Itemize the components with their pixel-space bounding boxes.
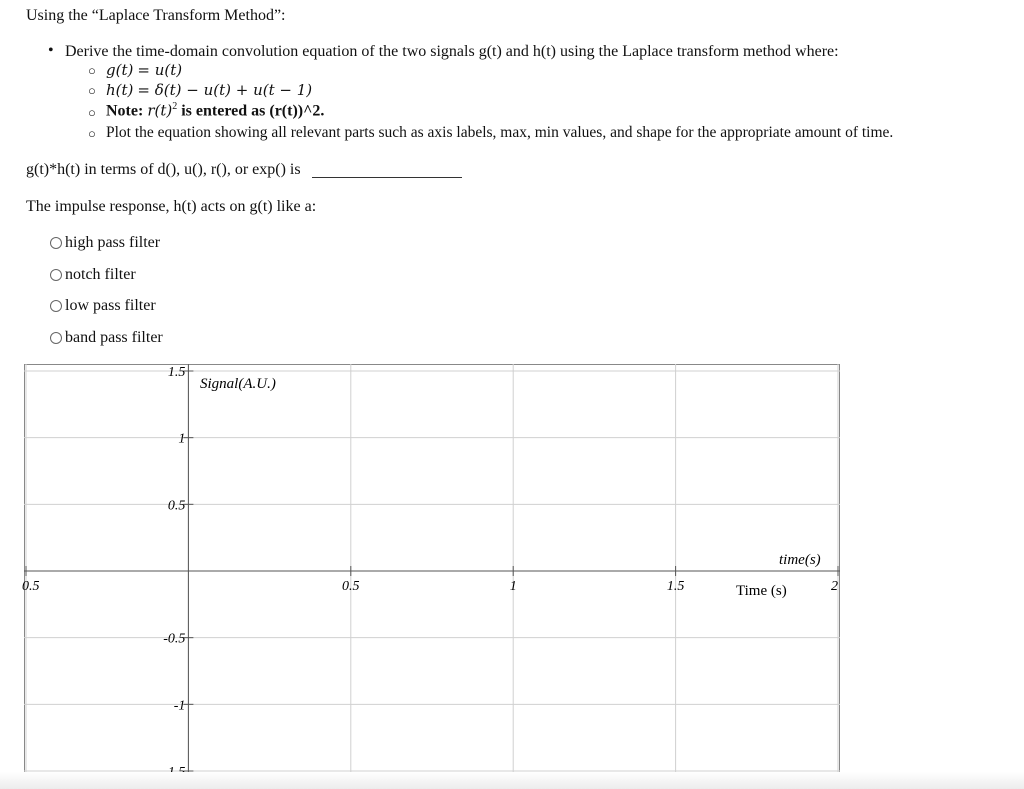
y-tick-label: 0.5 (167, 498, 186, 514)
option-band-pass[interactable] (50, 329, 163, 347)
radio-button[interactable] (50, 237, 62, 249)
option-notch[interactable] (50, 266, 136, 284)
option-label: low pass filter (65, 297, 156, 314)
note-exponent: 2 (172, 101, 178, 112)
note-label: Note: (106, 102, 144, 120)
sub-bullet-marker: ○ (88, 63, 96, 78)
x-tick-label: 1 (509, 579, 517, 594)
x-axis-label-secondary: Time (s) (736, 583, 787, 599)
note-line (106, 101, 324, 120)
radio-button[interactable] (50, 269, 62, 281)
y-tick-label: 1.5 (167, 365, 186, 380)
option-label: notch filter (65, 266, 136, 283)
plot-instruction: Plot the equation showing all relevant parts such as axis labels, max, min values, and shape for the appropriate amount of time. (106, 124, 894, 141)
h-rhs: δ(t) − u(t) + u(t − 1) (154, 81, 313, 99)
g-lhs: g(t) (106, 61, 134, 79)
answer-blank[interactable] (312, 177, 462, 178)
x-axis-label: time(s) (779, 552, 821, 568)
option-high-pass[interactable] (50, 234, 160, 252)
plot-axes (24, 364, 840, 778)
sub-bullet-marker: ○ (88, 105, 96, 120)
h-definition: h(t) = δ(t) − u(t) + u(t − 1) (106, 81, 313, 99)
page-heading: Using the “Laplace Transform Method”: (26, 7, 286, 24)
plot-canvas[interactable] (24, 364, 840, 778)
y-tick-label: 1 (178, 431, 186, 447)
convolution-prompt: g(t)*h(t) in terms of d(), u(), r(), or exp() is (26, 161, 301, 178)
x-tick-label: 1.5 (666, 579, 685, 594)
sub-bullet-marker: ○ (88, 83, 96, 98)
x-tick-label: 2 (831, 579, 838, 594)
y-tick-label: -0.5 (163, 631, 186, 647)
plot-ticks (22, 365, 838, 780)
x-tick-label: 0.5 (22, 579, 40, 594)
h-lhs: h(t) (106, 81, 134, 99)
bullet-instruction: Derive the time-domain convolution equation of the two signals g(t) and h(t) using the Laplace transform method where: (65, 43, 839, 60)
option-low-pass[interactable] (50, 297, 156, 315)
option-label: high pass filter (65, 234, 161, 251)
y-tick-label: -1 (173, 698, 186, 714)
bottom-fade (0, 772, 1024, 789)
option-label: band pass filter (65, 329, 163, 346)
note-r-expr: r(t) (147, 101, 173, 120)
note-rest: is entered as (r(t))^2. (181, 102, 325, 120)
g-definition: g(t) = u(t) (106, 61, 183, 79)
radio-button[interactable] (50, 332, 62, 344)
sub-bullet-marker: ○ (88, 126, 96, 141)
radio-button[interactable] (50, 300, 62, 312)
g-rhs: u(t) (154, 61, 183, 79)
bullet-marker: • (48, 42, 54, 59)
x-tick-label: 0.5 (342, 579, 360, 594)
y-axis-label: Signal(A.U.) (200, 376, 276, 392)
impulse-question: The impulse response, h(t) acts on g(t) like a: (26, 198, 317, 215)
